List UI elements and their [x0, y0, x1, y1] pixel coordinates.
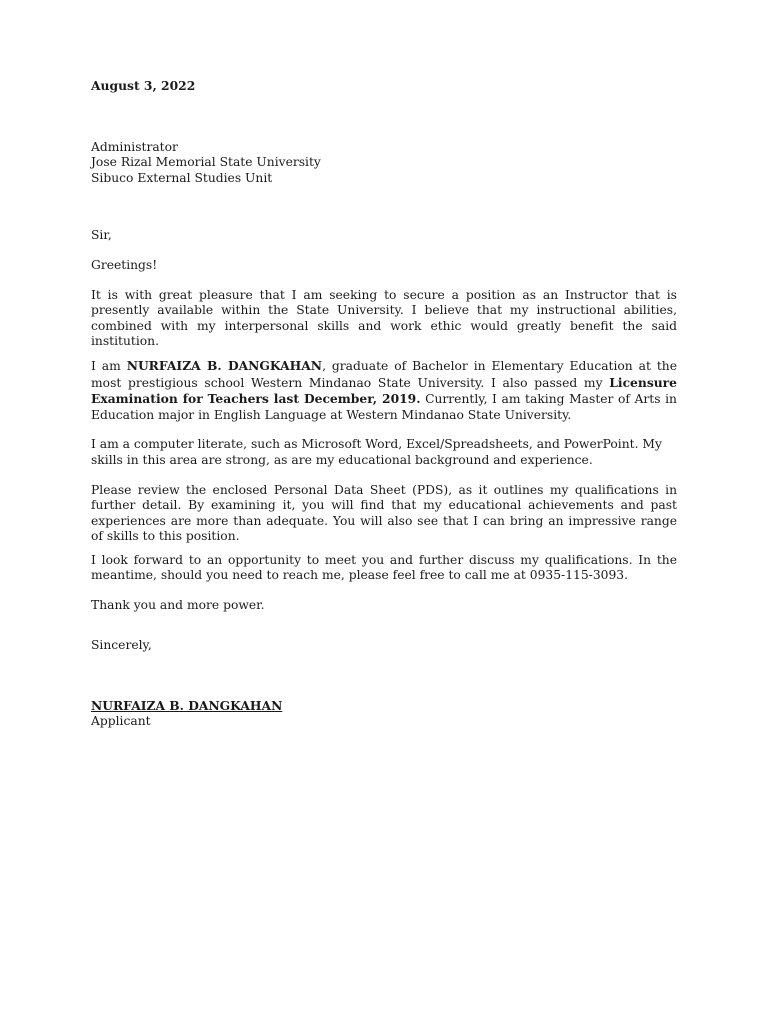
closing: Sincerely,: [91, 637, 152, 652]
spacer: [91, 274, 677, 288]
recipient-line-3: Sibuco External Studies Unit: [91, 170, 273, 185]
letter-date: August 3, 2022: [91, 78, 196, 93]
recipient-block: [91, 140, 677, 187]
letter-page: [91, 78, 677, 729]
skills-line-1: I am a computer literate, such as Microsoft Word, Excel/Spreadsheets, and PowerPoint. My: [91, 437, 662, 452]
paragraph-thanks: Thank you and more power.: [91, 598, 265, 613]
spacer: [91, 469, 677, 483]
p2-text-c: Currently, I am taking Master of Arts in Education major in English Language at Western Mindanao State University.: [91, 392, 677, 422]
p2-text-b: , graduate of Bachelor in Elementary Education at the most prestigious school Western Mindanao State University. I also passed my: [91, 358, 677, 390]
licensure-exam-text: Licensure Examination for Teachers last December, 2019.: [91, 374, 677, 407]
paragraph-contact: I look forward to an opportunity to meet you and further discuss my qualifications. In the meantime, should you need to reach me, please feel free to call me at 0935-115-3093.: [91, 552, 677, 583]
recipient-line-2: Jose Rizal Memorial State University: [91, 155, 321, 170]
spacer: [91, 350, 677, 358]
p2-text-a: I am: [91, 358, 127, 373]
signature-name: NURFAIZA B. DANGKAHAN: [91, 698, 283, 714]
signature-title: Applicant: [91, 713, 151, 728]
salutation: Sir,: [91, 228, 112, 243]
paragraph-skills: [91, 437, 677, 468]
spacer: [91, 186, 677, 228]
spacer: [91, 94, 677, 140]
greeting: Greetings!: [91, 257, 158, 272]
spacer: [91, 614, 677, 638]
paragraph-education: [91, 358, 677, 423]
spacer: [91, 423, 677, 437]
recipient-line-1: Administrator: [91, 139, 178, 154]
spacer: [91, 244, 677, 258]
spacer: [91, 653, 677, 698]
spacer: [91, 545, 677, 553]
applicant-name-inline: NURFAIZA B. DANGKAHAN: [126, 357, 323, 373]
paragraph-pds: Please review the enclosed Personal Data Sheet (PDS), as it outlines my qualifications in further detail. By examining it, you will find that my educational achievements and past experiences are more than adequate. You will also see that I can bring an impressive range of skills to this position.: [91, 482, 677, 544]
paragraph-intro: It is with great pleasure that I am seeking to secure a position as an Instructor that is presently available within the State University. I believe that my instructional abilities, combined with my interpersonal skills and work ethic would greatly benefit the said institution.: [91, 287, 677, 349]
spacer: [91, 584, 677, 598]
skills-line-2: skills in this area are strong, as are my educational background and experience.: [91, 452, 593, 467]
